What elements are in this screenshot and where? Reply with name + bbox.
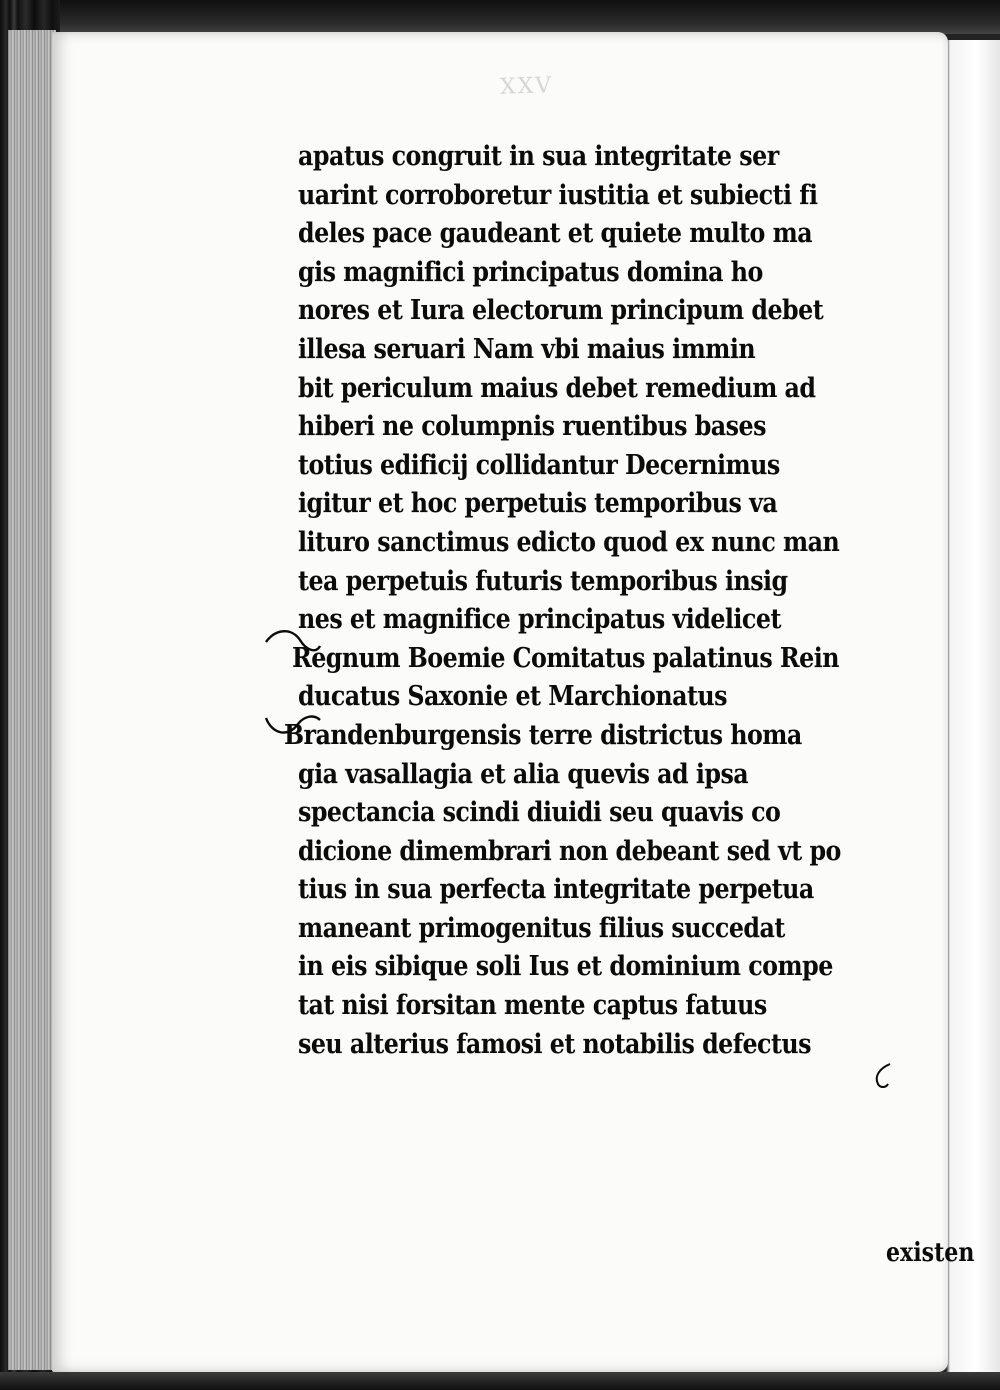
text-line: Brandenburgensis terre districtus homa [284, 719, 802, 751]
text-line: tius in sua perfecta integritate perpetua [298, 874, 814, 906]
text-line: nores et Iura electorum principum debet [298, 295, 824, 327]
text-line: illesa seruari Nam vbi maius immin [298, 333, 756, 365]
text-line: bit periculum maius debet remedium ad [298, 372, 816, 404]
text-line: hiberi ne columpnis ruentibus bases [298, 411, 766, 443]
text-line: dicione dimembrari non debeant sed vt po [298, 835, 841, 867]
facing-page-edge [946, 40, 1000, 1376]
text-line: igitur et hoc perpetuis temporibus va [298, 488, 778, 520]
text-line: gis magnifici principatus domina ho [298, 256, 763, 288]
text-line: maneant primogenitus filius succedat [298, 912, 785, 944]
text-line: tat nisi forsitan mente captus fatuus [298, 990, 767, 1022]
text-line: totius edificij collidantur Decernimus [298, 449, 780, 481]
text-line: gia vasallagia et alia quevis ad ipsa [298, 758, 749, 790]
folio-number: XXV [499, 73, 554, 100]
text-line: tea perpetuis futuris temporibus insig [298, 565, 788, 597]
text-line: nes et magnifice principatus videlicet [298, 604, 781, 636]
text-line: spectancia scindi diuidi seu quavis co [298, 797, 781, 829]
scan-bottom-border [0, 1372, 1000, 1390]
text-line: uarint corroboretur iustitia et subiecti fi [298, 179, 818, 211]
text-line: lituro sanctimus edicto quod ex nunc man [298, 526, 840, 558]
text-line: Regnum Boemie Comitatus palatinus Rein [292, 642, 839, 674]
text-line: deles pace gaudeant et quiete multo ma [298, 218, 813, 250]
text-block [284, 138, 938, 1064]
page-edges [8, 30, 56, 1370]
text-line: seu alterius famosi et notabilis defectus [298, 1028, 812, 1060]
text-line: apatus congruit in sua integritate ser [298, 141, 779, 172]
text-line: in eis sibique soli Ius et dominium compe [298, 951, 833, 983]
catchword: existen [886, 1238, 975, 1268]
scan-top-border [0, 0, 1000, 34]
line-end-flourish-icon [866, 1060, 900, 1090]
text-line: ducatus Saxonie et Marchionatus [298, 681, 728, 713]
